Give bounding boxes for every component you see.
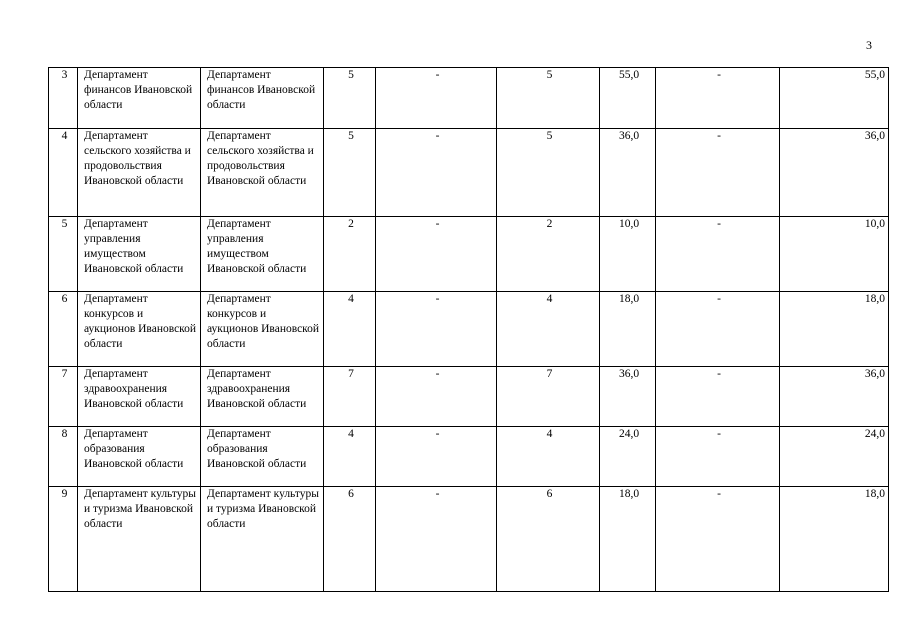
department-name-2: Департамент финансов Ивановской области (201, 68, 324, 129)
department-name-2: Департамент конкурсов и аукционов Ивановской области (201, 292, 324, 367)
row-number: 5 (49, 217, 78, 292)
department-name: Департамент здравоохранения Ивановской области (78, 367, 201, 427)
sum-main: 18,0 (780, 292, 889, 367)
sum-other: - (656, 427, 780, 487)
count-main: 7 (497, 367, 600, 427)
count-main: 4 (497, 427, 600, 487)
count-other: - (376, 367, 497, 427)
sum-other: - (656, 217, 780, 292)
table-body (49, 68, 889, 592)
department-name-2: Департамент образования Ивановской области (201, 427, 324, 487)
count-main: 4 (497, 292, 600, 367)
sum-other: - (656, 487, 780, 592)
department-name: Департамент образования Ивановской области (78, 427, 201, 487)
sum-other: - (656, 68, 780, 129)
count-main: 5 (497, 68, 600, 129)
department-name: Департамент конкурсов и аукционов Ивановской области (78, 292, 201, 367)
department-name: Департамент культуры и туризма Ивановской области (78, 487, 201, 592)
data-table (48, 67, 889, 592)
count-total: 5 (324, 68, 376, 129)
count-other: - (376, 487, 497, 592)
sum-main: 36,0 (780, 367, 889, 427)
count-other: - (376, 292, 497, 367)
sum-total: 18,0 (600, 292, 656, 367)
count-other: - (376, 427, 497, 487)
count-main: 5 (497, 129, 600, 217)
row-number: 8 (49, 427, 78, 487)
row-number: 4 (49, 129, 78, 217)
department-name-2: Департамент управления имуществом Ивановской области (201, 217, 324, 292)
count-main: 6 (497, 487, 600, 592)
sum-other: - (656, 129, 780, 217)
department-name: Департамент сельского хозяйства и продовольствия Ивановской области (78, 129, 201, 217)
table-row (49, 367, 889, 427)
sum-main: 36,0 (780, 129, 889, 217)
sum-total: 10,0 (600, 217, 656, 292)
table-row (49, 129, 889, 217)
count-total: 4 (324, 292, 376, 367)
row-number: 9 (49, 487, 78, 592)
department-name-2: Департамент культуры и туризма Ивановской области (201, 487, 324, 592)
page-number: 3 (866, 38, 872, 52)
sum-main: 10,0 (780, 217, 889, 292)
count-main: 2 (497, 217, 600, 292)
row-number: 6 (49, 292, 78, 367)
table-row (49, 292, 889, 367)
sum-total: 24,0 (600, 427, 656, 487)
sum-total: 36,0 (600, 367, 656, 427)
sum-other: - (656, 367, 780, 427)
department-name: Департамент управления имуществом Ивановской области (78, 217, 201, 292)
sum-other: - (656, 292, 780, 367)
department-name: Департамент финансов Ивановской области (78, 68, 201, 129)
row-number: 7 (49, 367, 78, 427)
count-total: 6 (324, 487, 376, 592)
table-row (49, 487, 889, 592)
sum-total: 18,0 (600, 487, 656, 592)
sum-total: 55,0 (600, 68, 656, 129)
sum-main: 18,0 (780, 487, 889, 592)
row-number: 3 (49, 68, 78, 129)
sum-main: 24,0 (780, 427, 889, 487)
count-total: 5 (324, 129, 376, 217)
sum-total: 36,0 (600, 129, 656, 217)
department-name-2: Департамент здравоохранения Ивановской области (201, 367, 324, 427)
table-row (49, 427, 889, 487)
count-other: - (376, 68, 497, 129)
table-row (49, 217, 889, 292)
department-name-2: Департамент сельского хозяйства и продовольствия Ивановской области (201, 129, 324, 217)
count-other: - (376, 217, 497, 292)
sum-main: 55,0 (780, 68, 889, 129)
count-total: 7 (324, 367, 376, 427)
count-total: 4 (324, 427, 376, 487)
count-total: 2 (324, 217, 376, 292)
count-other: - (376, 129, 497, 217)
table-row (49, 68, 889, 129)
